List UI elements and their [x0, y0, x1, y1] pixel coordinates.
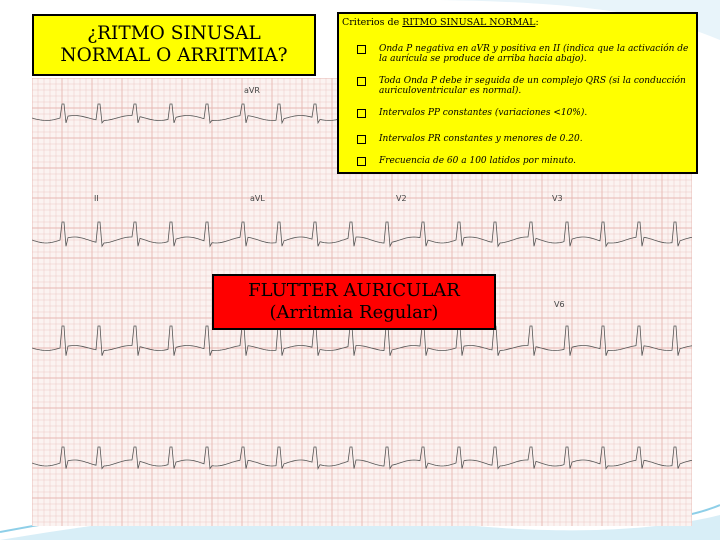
criteria-item: Toda Onda P debe ir seguida de un complejo QRS (si la conducción auriculoventricular es normal). [379, 76, 689, 96]
criteria-item: Frecuencia de 60 a 100 latidos por minuto. [379, 156, 689, 166]
lead-label-avr: aVR [244, 86, 260, 95]
criteria-item: Intervalos PP constantes (variaciones <10%). [379, 108, 689, 118]
checkbox-bullet-icon [357, 109, 366, 118]
criteria-heading: Criterios de RITMO SINUSAL NORMAL: [342, 17, 539, 28]
lead-label-v3: V3 [552, 194, 563, 203]
criteria-item: Onda P negativa en aVR y positiva en II (indica que la activación de la aurícula se produce de arriba hacia abajo). [379, 44, 689, 64]
question-title-box [32, 14, 316, 76]
answer-box [212, 274, 496, 330]
checkbox-bullet-icon [357, 45, 366, 54]
checkbox-bullet-icon [357, 135, 366, 144]
checkbox-bullet-icon [357, 157, 366, 166]
lead-label-v6: V6 [554, 300, 565, 309]
lead-label-v2: V2 [396, 194, 407, 203]
criteria-box [337, 12, 698, 174]
answer-text: FLUTTER AURICULAR (Arritmia Regular) [248, 280, 460, 323]
lead-label-ii: II [94, 194, 99, 203]
lead-label-avl: aVL [250, 194, 265, 203]
question-title: ¿RITMO SINUSAL NORMAL O ARRITMIA? [60, 23, 288, 66]
criteria-item: Intervalos PR constantes y menores de 0.20. [379, 134, 689, 144]
checkbox-bullet-icon [357, 77, 366, 86]
